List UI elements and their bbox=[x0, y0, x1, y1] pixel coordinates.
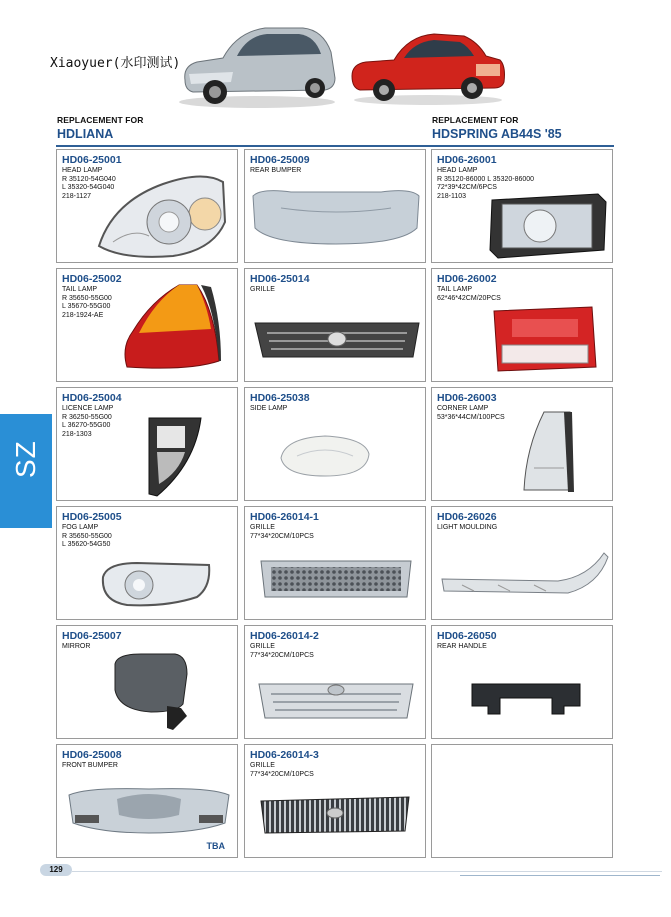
silver-hatchback-image bbox=[175, 22, 340, 108]
dark-grille-icon bbox=[259, 795, 411, 835]
part-card-hd06-25001[interactable] bbox=[56, 149, 238, 263]
part-description: FOG LAMP R 35650-55G00 L 35620-54G50 bbox=[62, 524, 112, 549]
section-tab-label: SZ bbox=[10, 440, 41, 478]
right-replacement-label: REPLACEMENT FOR bbox=[432, 115, 519, 125]
part-description: CORNER LAMP 53*36*44CM/100PCS bbox=[437, 405, 505, 421]
part-code: HD06-25005 bbox=[62, 511, 122, 523]
part-description: LIGHT MOULDING bbox=[437, 524, 498, 531]
part-code: HD06-25002 bbox=[62, 273, 122, 285]
tail-lamp-icon bbox=[119, 281, 223, 373]
part-card-hd06-25002[interactable] bbox=[56, 268, 238, 382]
part-card-hd06-25014[interactable] bbox=[244, 268, 426, 382]
part-code: HD06-25014 bbox=[250, 273, 310, 285]
part-description: MIRROR bbox=[62, 643, 91, 650]
fog-lamp-icon bbox=[97, 557, 213, 609]
part-description: TAIL LAMP R 35650-55G00 L 35670-55G00 218-1924-AE bbox=[62, 286, 112, 319]
part-description: GRILLE bbox=[250, 286, 275, 293]
square-head-lamp-icon bbox=[486, 192, 610, 260]
part-code: HD06-26001 bbox=[437, 154, 497, 166]
page-number: 129 bbox=[40, 864, 72, 876]
part-card-hd06-26003[interactable] bbox=[431, 387, 613, 501]
footer-line bbox=[72, 871, 662, 872]
front-bumper-icon bbox=[67, 785, 231, 835]
part-code: HD06-26014-1 bbox=[250, 511, 319, 523]
part-description: HEAD LAMP R 35120-86000 L 35320-86000 72*39*42CM/6PCS 218-1103 bbox=[437, 167, 535, 200]
part-card-hd06-26014-3[interactable] bbox=[244, 744, 426, 858]
left-replacement-label: REPLACEMENT FOR bbox=[57, 115, 144, 125]
mesh-grille-icon bbox=[259, 557, 413, 601]
part-code: HD06-26050 bbox=[437, 630, 497, 642]
part-card-hd06-26001[interactable] bbox=[431, 149, 613, 263]
part-card-hd06-26014-1[interactable] bbox=[244, 506, 426, 620]
part-description: LICENCE LAMP R 36250-55G00 L 36270-55G00 218-1303 bbox=[62, 405, 114, 438]
rect-tail-lamp-icon bbox=[492, 305, 598, 373]
part-code: HD06-25008 bbox=[62, 749, 122, 761]
part-description: REAR HANDLE bbox=[437, 643, 487, 650]
part-description: GRILLE 77*34*20CM/10PCS bbox=[250, 524, 314, 540]
part-description: REAR BUMPER bbox=[250, 167, 302, 174]
light-moulding-icon bbox=[438, 551, 610, 599]
red-sedan-image bbox=[348, 26, 508, 106]
part-description: SIDE LAMP bbox=[250, 405, 288, 412]
part-code: HD06-26026 bbox=[437, 511, 497, 523]
part-card-hd06-25004[interactable] bbox=[56, 387, 238, 501]
header-rule bbox=[56, 145, 614, 147]
part-card-hd06-26050[interactable] bbox=[431, 625, 613, 739]
part-code: HD06-26003 bbox=[437, 392, 497, 404]
part-card-hd06-25038[interactable] bbox=[244, 387, 426, 501]
tba-label: TBA bbox=[206, 841, 225, 851]
part-card-hd06-26026[interactable] bbox=[431, 506, 613, 620]
part-description: TAIL LAMP 62*46*42CM/20PCS bbox=[437, 286, 501, 302]
side-lamp-icon bbox=[277, 432, 373, 480]
left-model-title: HDLIANA bbox=[57, 127, 114, 141]
part-code: HD06-25001 bbox=[62, 154, 122, 166]
grille-icon bbox=[253, 319, 421, 361]
part-code: HD06-25038 bbox=[250, 392, 310, 404]
part-card-hd06-26002[interactable] bbox=[431, 268, 613, 382]
part-code: HD06-26014-2 bbox=[250, 630, 319, 642]
part-description: GRILLE 77*34*20CM/10PCS bbox=[250, 762, 314, 778]
part-description: FRONT BUMPER bbox=[62, 762, 118, 769]
part-code: HD06-25007 bbox=[62, 630, 122, 642]
part-card-hd06-26014-2[interactable] bbox=[244, 625, 426, 739]
mirror-icon bbox=[111, 650, 191, 732]
corner-lamp-icon bbox=[518, 408, 576, 494]
part-code: HD06-26002 bbox=[437, 273, 497, 285]
part-card-hd06-25007[interactable] bbox=[56, 625, 238, 739]
part-code: HD06-26014-3 bbox=[250, 749, 319, 761]
part-card-hd06-25008[interactable] bbox=[56, 744, 238, 858]
rear-bumper-icon bbox=[251, 186, 421, 246]
part-description: HEAD LAMP R 35120-54G040 L 35320-54G040 218-1127 bbox=[62, 167, 116, 200]
licence-lamp-icon bbox=[145, 414, 205, 500]
part-card-hd06-25005[interactable] bbox=[56, 506, 238, 620]
watermark-text: Xiaoyuer(水印测试) bbox=[50, 56, 181, 71]
right-model-title: HDSPRING AB44S '85 bbox=[432, 127, 562, 141]
part-code: HD06-25004 bbox=[62, 392, 122, 404]
rear-handle-icon bbox=[468, 678, 584, 718]
part-description: GRILLE 77*34*20CM/10PCS bbox=[250, 643, 314, 659]
chrome-grille-icon bbox=[257, 680, 415, 722]
empty-part-card bbox=[431, 744, 613, 858]
footer-accent-line bbox=[460, 875, 660, 876]
part-card-hd06-25009[interactable] bbox=[244, 149, 426, 263]
head-lamp-icon bbox=[93, 162, 233, 260]
section-tab bbox=[0, 414, 52, 528]
part-code: HD06-25009 bbox=[250, 154, 310, 166]
